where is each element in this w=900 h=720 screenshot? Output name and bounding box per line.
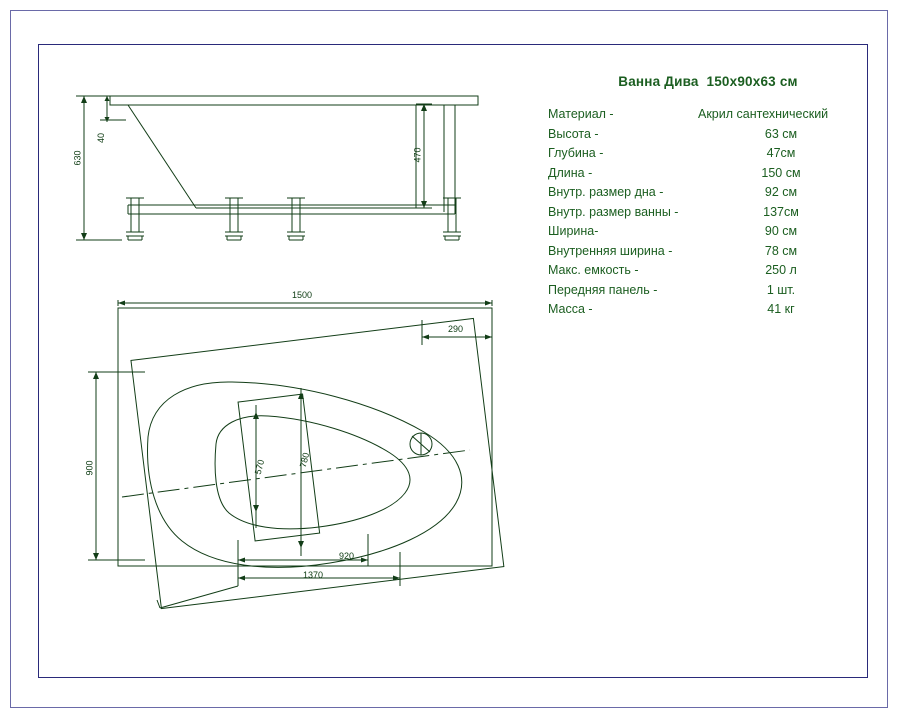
dim-780-arrow-bottom [298,541,304,548]
leg-2-base [227,236,241,240]
spec-value-front-panel: 1 шт. [766,282,796,297]
dim-label-40: 40 [96,132,107,144]
dim-label-570: 570 [252,458,267,476]
dim-630-arrow-top [81,96,87,103]
spec-row-capacity [548,263,868,277]
dim-900-arrow-top [93,372,99,379]
leg-2-post [230,198,238,232]
dim-label-1500: 1500 [292,290,313,300]
dim-920-arrow-right [361,558,368,563]
side-view-left-slope [128,105,196,208]
top-view-group [88,300,504,614]
leg-3-post [292,198,300,232]
spec-row-material [548,107,868,121]
tilted-outline [148,307,492,613]
spec-label-front-panel: Передняя панель - [548,282,658,297]
spec-row-mass [548,302,868,316]
dim-1500-arrow-left [118,301,125,306]
spec-value-inner-bottom: 92 см [764,185,798,199]
spec-row-inner-bottom [548,185,868,199]
spec-label-material: Материал - [548,107,614,121]
dim-label-470: 470 [412,147,423,163]
spec-row-front-panel [548,283,868,297]
dim-label-780: 780 [297,451,312,469]
dim-900-arrow-bottom [93,553,99,560]
dim-290-arrow-right [485,335,492,340]
page-title: Ванна Дива 150х90х63 см [618,74,798,89]
spec-label-inner-bottom: Внутр. размер дна - [548,185,664,199]
spec-value-inner-size: 137см [763,204,799,219]
leg-4-foot [443,232,461,236]
leg-1-foot [126,232,144,236]
leg-3-base [289,236,303,240]
spec-label-mass: Масса - [548,302,593,316]
leg-2-foot [225,232,243,236]
spec-label-height: Высота - [548,126,599,141]
spec-row-inner-size [548,205,868,219]
spec-label-capacity: Макс. емкость - [548,263,639,277]
spec-row-inner-width [548,244,868,258]
plan-bounding-box [118,308,492,566]
spec-label-inner-width: Внутренняя ширина - [548,243,673,258]
spec-value-material: Акрил сантехнический [698,107,829,121]
dim-1370-arrow-left [238,576,245,581]
dim-40-arrow-top [105,96,110,101]
spec-value-inner-width: 78 см [764,243,798,258]
spec-value-height: 63 см [764,126,798,141]
dim-label-290: 290 [448,324,464,334]
dim-1500-arrow-right [485,301,492,306]
spec-row-height [548,127,868,141]
side-view-group [76,96,478,240]
leg-3-foot [287,232,305,236]
spec-value-depth: 47см [766,146,796,160]
spec-row-width [548,224,868,238]
side-view-legs [126,198,461,240]
spec-value-width: 90 см [764,224,798,238]
leg-4-base [445,236,459,240]
plan-centerline [122,450,470,497]
spec-label-inner-size: Внутр. размер ванны - [548,204,679,219]
spec-label-length: Длина - [548,165,593,180]
dim-label-920: 920 [339,551,355,561]
spec-value-capacity: 250 л [765,263,797,277]
spec-label-depth: Глубина - [548,146,604,160]
dim-label-1370: 1370 [303,570,324,580]
leg-1-base [128,236,142,240]
leg-1-post [131,198,139,232]
spec-label-width: Ширина- [548,224,599,238]
dim-570-arrow-bottom [253,505,259,512]
dim-920-arrow-left [238,558,245,563]
spec-value-length: 150 см [761,165,801,180]
spec-row-length [548,166,868,180]
dim-630-arrow-bottom [81,233,87,240]
spec-value-mass: 41 кг [767,302,795,316]
specification-panel [548,74,868,322]
spec-row-depth [548,146,868,160]
dim-label-900: 900 [84,460,95,476]
dim-label-630: 630 [72,150,83,166]
